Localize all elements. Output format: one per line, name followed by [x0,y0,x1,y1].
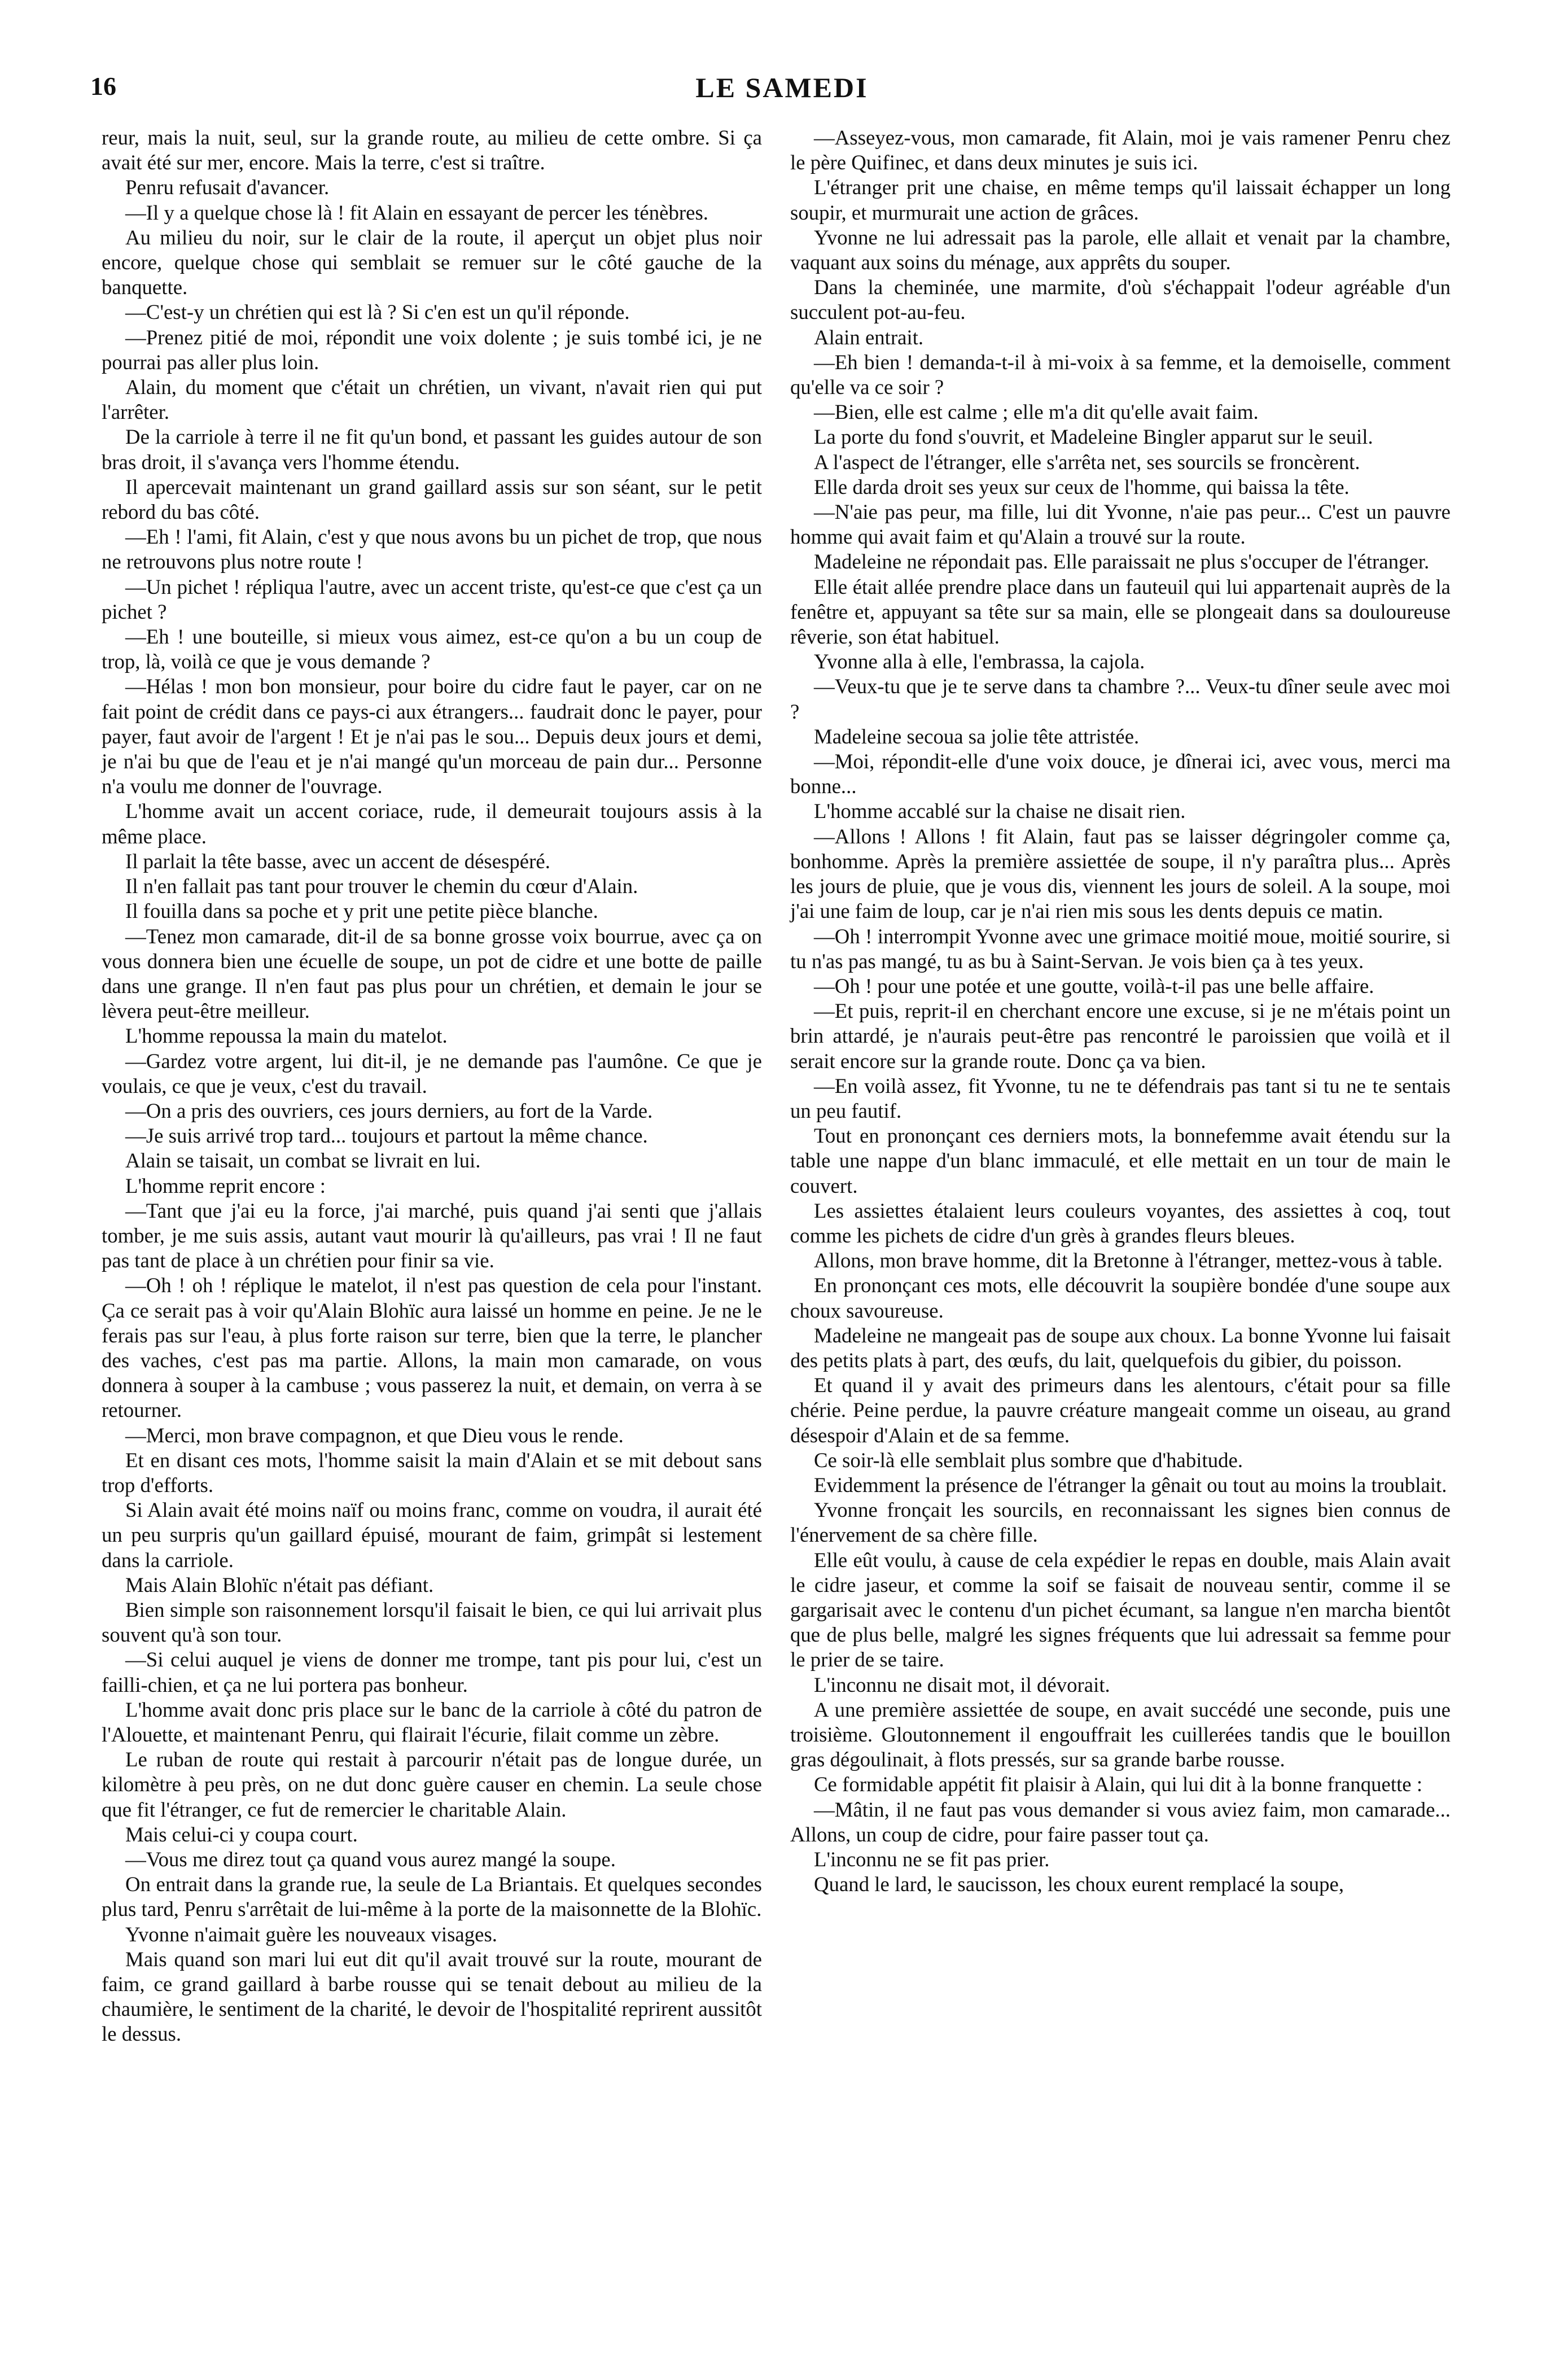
paragraph: —Gardez votre argent, lui dit-il, je ne demande pas l'aumône. Ce que je voulais, ce que je veux, c'est du travail. [102,1049,762,1097]
paragraph: —N'aie pas peur, ma fille, lui dit Yvonne, n'aie pas peur... C'est un pauvre homme qui avait faim et qu'Alain a trouvé sur la route. [790,500,1451,549]
paragraph: Il n'en fallait pas tant pour trouver le chemin du cœur d'Alain. [125,874,638,898]
paragraph: L'homme repoussa la main du matelot. [125,1024,448,1048]
paragraph: —Je suis arrivé trop tard... toujours et partout la même chance. [125,1124,648,1148]
paragraph: Il apercevait maintenant un grand gaillard assis sur son séant, sur le petit rebord du bas côté. [102,475,762,524]
paragraph: —Merci, mon brave compagnon, et que Dieu vous le rende. [125,1423,624,1447]
paragraph: —Allons ! Allons ! fit Alain, faut pas se laisser dégringoler comme ça, bonhomme. Après la première assiettée de soupe, il n'y paraîtra plus... Après les jours de pluie, que je vous dis, viennent les jours de soleil. A la soupe, moi j'ai une faim de loup, car je n'ai rien mis sous les dents depuis ce matin. [790,824,1451,923]
paragraph: —Tenez mon camarade, dit-il de sa bonne grosse voix bourrue, avec ça on vous donnera bien une écuelle de soupe, un pot de cidre et une botte de paille dans une grange. Il n'en faut pas plus pour un chrétien, et demain le jour se lèvera peut-être meilleur. [102,924,762,1023]
paragraph: —Oh ! oh ! réplique le matelot, il n'est pas question de cela pour l'instant. Ça ce serait pas à voir qu'Alain Blohïc aura laissé un homme en peine. Je ne le ferais pas sur l'eau, à plus forte raison sur terre, bien que la terre, le plancher des vaches, c'est pas ma partie. Allons, la main mon camarade, on vous donnera à souper à la cambuse ; vous passerez la nuit, et demain, on verra à se retourner. [102,1274,762,1422]
paragraph: Bien simple son raisonnement lorsqu'il faisait le bien, ce qui lui arrivait plus souvent qu'à son tour. [102,1598,762,1647]
paragraph: —Il y a quelque chose là ! fit Alain en essayant de percer les ténèbres. [125,200,708,224]
paragraph: Mais celui-ci y coupa court. [125,1822,358,1846]
paragraph: Ce soir-là elle semblait plus sombre que d'habitude. [814,1448,1243,1472]
paragraph: —Mâtin, il ne faut pas vous demander si vous aviez faim, mon camarade... Allons, un coup de cidre, pour faire passer tout ça. [790,1797,1451,1846]
paragraph: L'inconnu ne disait mot, il dévorait. [814,1673,1110,1696]
paragraph: —Tant que j'ai eu la force, j'ai marché, puis quand j'ai senti que j'allais tomber, je me suis assis, autant vaut mourir là qu'ailleurs, pas vrai ! Il ne faut pas tant de place à un chrétien pour finir sa vie. [102,1198,762,1272]
paragraph: —Eh ! une bouteille, si mieux vous aimez, est-ce qu'on a bu un coup de trop, là, voilà ce que je vous demande ? [102,625,762,673]
paragraph: Elle eût voulu, à cause de cela expédier le repas en double, mais Alain avait le cidre jaseur, et comme la soif se faisait de nouveau sentir, comme il se gargarisait avec le contenu d'un pichet écumant, sa langue n'en marcha bientôt que de plus belle, malgré les signes fréquents que lui adressait sa femme pour le prier de se taire. [790,1548,1451,1672]
paragraph: —C'est-y un chrétien qui est là ? Si c'en est un qu'il réponde. [125,300,630,324]
paragraph: Evidemment la présence de l'étranger la gênait ou tout au moins la troublait. [814,1473,1447,1497]
paragraph: De la carriole à terre il ne fit qu'un bond, et passant les guides autour de son bras droit, il s'avança vers l'homme étendu. [102,425,762,474]
paragraph: Alain entrait. [814,325,924,349]
paragraph: —Si celui auquel je viens de donner me trompe, tant pis pour lui, c'est un failli-chien, et ça ne lui portera pas bonheur. [102,1648,762,1696]
paragraph: —Veux-tu que je te serve dans ta chambre ?... Veux-tu dîner seule avec moi ? [790,675,1451,723]
paragraph: Quand le lard, le saucisson, les choux eurent remplacé la soupe, [814,1873,1344,1896]
paragraph: —Un pichet ! répliqua l'autre, avec un accent triste, qu'est-ce que c'est ça un pichet ? [102,575,762,623]
paragraph: A l'aspect de l'étranger, elle s'arrêta net, ses sourcils se froncèrent. [814,450,1360,474]
paragraph: Le ruban de route qui restait à parcourir n'était pas de longue durée, un kilomètre à peu près, on ne dut donc guère causer en chemin. La seule chose que fit l'étranger, ce fut de remercier le charitable Alain. [102,1748,762,1821]
paragraph: Tout en prononçant ces derniers mots, la bonnefemme avait étendu sur la table une nappe d'un blanc immaculé, et elle mettait en un tour de main le couvert. [790,1124,1451,1197]
paragraph: Si Alain avait été moins naïf ou moins franc, comme on voudra, il aurait été un peu surpris qu'un gaillard épuisé, mourant de faim, grimpât si lestement dans la carriole. [102,1498,762,1572]
paragraph: L'inconnu ne se fit pas prier. [814,1848,1050,1871]
paragraph: —Asseyez-vous, mon camarade, fit Alain, moi je vais ramener Penru chez le père Quifinec, et dans deux minutes je suis ici. [790,126,1451,174]
paragraph: —Vous me direz tout ça quand vous aurez mangé la soupe. [125,1848,616,1871]
running-title: LE SAMEDI [695,72,869,103]
paragraph: —Oh ! interrompit Yvonne avec une grimace moitié moue, moitié sourire, si tu n'as pas mangé, tu as bu à Saint-Servan. Je vois bien ça à tes yeux. [790,924,1451,973]
paragraph: L'homme accablé sur la chaise ne disait rien. [814,799,1186,823]
text-column-left [102,125,762,2047]
paragraph: A une première assiettée de soupe, en avait succédé une seconde, puis une troisième. Gloutonnement il engouffrait les cuillerées tandis que le bouillon gras dégoulinait, à flots pressés, sur sa grande barbe rousse. [790,1698,1451,1771]
paragraph: Penru refusait d'avancer. [125,176,330,199]
paragraph: En prononçant ces mots, elle découvrit la soupière bondée d'une soupe aux choux savoureuse. [790,1274,1451,1322]
paragraph: Mais quand son mari lui eut dit qu'il avait trouvé sur la route, mourant de faim, ce grand gaillard à barbe rousse qui se tenait debout au milieu de la chaumière, le sentiment de la charité, le devoir de l'hospitalité reprirent aussitôt le dessus. [102,1947,762,2046]
text-column-right [790,125,1451,1897]
paragraph: Dans la cheminée, une marmite, d'où s'échappait l'odeur agréable d'un succulent pot-au-feu. [790,275,1451,324]
paragraph: Alain se taisait, un combat se livrait en lui. [125,1149,481,1172]
paragraph: —Hélas ! mon bon monsieur, pour boire du cidre faut le payer, car on ne fait point de crédit dans ce pays-ci aux étrangers... faudrait donc le payer, pour payer, faut avoir de l'argent ! Et je n'ai pas le sou... Depuis deux jours et demi, je n'ai bu que de l'eau et je n'ai mangé qu'un morceau de pain dur... Personne n'a voulu me donner de l'ouvrage. [102,675,762,798]
paragraph: Il fouilla dans sa poche et y prit une petite pièce blanche. [125,899,598,923]
page-number: 16 [90,72,116,100]
paragraph: Et quand il y avait des primeurs dans les alentours, c'était pour sa fille chérie. Peine perdue, la pauvre créature mangeait comme un oiseau, au grand désespoir d'Alain et de sa femme. [790,1373,1451,1447]
paragraph: L'homme avait donc pris place sur le banc de la carriole à côté du patron de l'Alouette, et maintenant Penru, qui flairait l'écurie, filait comme un zèbre. [102,1698,762,1746]
paragraph: —Prenez pitié de moi, répondit une voix dolente ; je suis tombé ici, je ne pourrai pas aller plus loin. [102,325,762,374]
paragraph: Madeleine secoua sa jolie tête attristée. [814,724,1140,748]
paragraph: —Oh ! pour une potée et une goutte, voilà-t-il pas une belle affaire. [814,974,1374,998]
paragraph: reur, mais la nuit, seul, sur la grande route, au milieu de cette ombre. Si ça avait été sur mer, encore. Mais la terre, c'est si traître. [102,126,762,174]
paragraph: Madeleine ne mangeait pas de soupe aux choux. La bonne Yvonne lui faisait des petits plats à part, des œufs, du lait, quelquefois du gibier, du poisson. [790,1323,1451,1372]
paragraph: Ce formidable appétit fit plaisir à Alain, qui lui dit à la bonne franquette : [814,1773,1423,1796]
paragraph: Madeleine ne répondait pas. Elle paraissait ne plus s'occuper de l'étranger. [814,550,1430,574]
paragraph: La porte du fond s'ouvrit, et Madeleine Bingler apparut sur le seuil. [814,425,1373,449]
paragraph: Et en disant ces mots, l'homme saisit la main d'Alain et se mit debout sans trop d'efforts. [102,1448,762,1497]
paragraph: Au milieu du noir, sur le clair de la route, il aperçut un objet plus noir encore, quelque chose qui semblait se remuer sur le côté gauche de la banquette. [102,225,762,299]
paragraph: Elle était allée prendre place dans un fauteuil qui lui appartenait auprès de la fenêtre et, appuyant sa tête sur sa main, elle se plongeait dans sa douloureuse rêverie, son état habituel. [790,575,1451,649]
paragraph: Allons, mon brave homme, dit la Bretonne à l'étranger, mettez-vous à table. [814,1249,1443,1272]
paragraph: —Moi, répondit-elle d'une voix douce, je dînerai ici, avec vous, merci ma bonne... [790,750,1451,798]
paragraph: Elle darda droit ses yeux sur ceux de l'homme, qui baissa la tête. [814,475,1350,498]
page-header [0,0,1564,113]
paragraph: Mais Alain Blohïc n'était pas défiant. [125,1573,434,1596]
paragraph: L'homme avait un accent coriace, rude, il demeurait toujours assis à la même place. [102,799,762,848]
paragraph: —Eh ! l'ami, fit Alain, c'est y que nous avons bu un pichet de trop, que nous ne retrouvons plus notre route ! [102,525,762,574]
paragraph: —Bien, elle est calme ; elle m'a dit qu'elle avait faim. [814,400,1259,424]
paragraph: Il parlait la tête basse, avec un accent de désespéré. [125,849,550,873]
paragraph: L'étranger prit une chaise, en même temps qu'il laissait échapper un long soupir, et murmurait une action de grâces. [790,176,1451,224]
paragraph: —On a pris des ouvriers, ces jours derniers, au fort de la Varde. [125,1099,653,1122]
paragraph: —Eh bien ! demanda-t-il à mi-voix à sa femme, et la demoiselle, comment qu'elle va ce soir ? [790,350,1451,399]
paragraph: —En voilà assez, fit Yvonne, tu ne te défendrais pas tant si tu ne te sentais un peu fautif. [790,1074,1451,1122]
paragraph: Yvonne alla à elle, l'embrassa, la cajola. [814,650,1145,673]
paragraph: Yvonne fronçait les sourcils, en reconnaissant les signes bien connus de l'énervement de sa chère fille. [790,1498,1451,1547]
paragraph: On entrait dans la grande rue, la seule de La Briantais. Et quelques secondes plus tard, Penru s'arrêtait de lui-même à la porte de la maisonnette de la Blohïc. [102,1873,762,1921]
paragraph: Yvonne ne lui adressait pas la parole, elle allait et venait par la chambre, vaquant aux soins du ménage, aux apprêts du souper. [790,225,1451,274]
paragraph: Alain, du moment que c'était un chrétien, un vivant, n'avait rien qui put l'arrêter. [102,375,762,424]
paragraph: Les assiettes étalaient leurs couleurs voyantes, des assiettes à coq, tout comme les pichets de cidre d'un grès à grandes fleurs bleues. [790,1198,1451,1247]
paragraph: Yvonne n'aimait guère les nouveaux visages. [125,1922,497,1946]
paragraph: —Et puis, reprit-il en cherchant encore une excuse, si je ne m'étais point un brin attardé, je n'aurais peut-être pas rencontré le paroissien que voilà et il serait encore sur la grande route. Donc ça va bien. [790,999,1451,1073]
paragraph: L'homme reprit encore : [125,1174,326,1197]
